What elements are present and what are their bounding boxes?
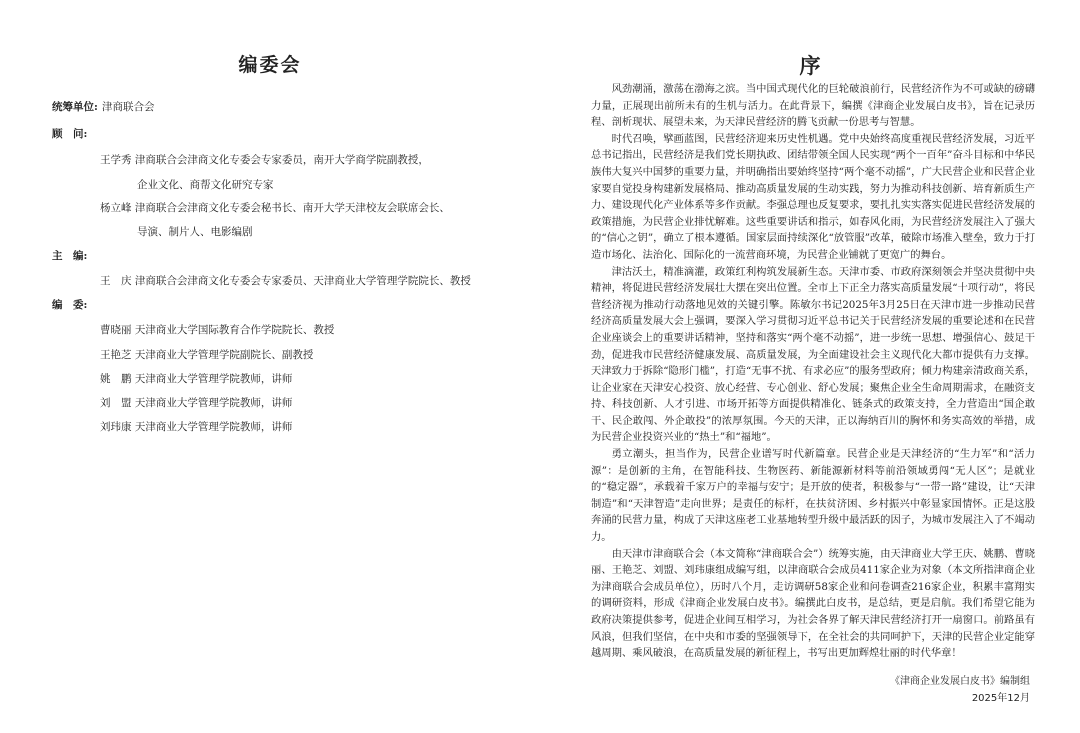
organizer-label: 统筹单位: <box>52 101 98 113</box>
editorial-board-title: 编委会 <box>238 54 302 76</box>
advisor-2-line2: 导演、制片人、电影编剧 <box>137 226 253 238</box>
preface-paragraph: 时代召唤，擘画蓝图，民营经济迎来历史性机遇。党中央始终高度重视民营经济发展，习近平总书记指出，民营经济是我们党长期执政、团结带领全国人民实现“两个一百年”奋斗目标和中华民族伟大复兴中国梦的重要力量，并明确指出要始终坚持“两个毫不动摇”，广大民营企业和民营企业家要自觉投身构建新发展格局、推动高质量发展的生动实践，努力为推动科技创新、培育新质生产力、建设现代化产业体系等多作贡献。李强总理也反复要求，要扎扎实实落实促进民营经济发展的政策措施，为民营企业排忧解难。这些重要讲话和指示，如春风化雨，为民营经济发展注入了强大的“信心之钥”，确立了根本遵循。国家层面持续深化“放管服”改革，破除市场准入壁垒，致力于打造市场化、法治化、国际化的一流营商环境，为民营企业铺就了更宽广的舞台。 <box>591 132 1035 261</box>
committee-member: 刘 盟 天津商业大学管理学院教师，讲师 <box>100 397 293 409</box>
committee-member: 王艳芝 天津商业大学管理学院副院长、副教授 <box>100 349 314 361</box>
organizer-value: 津商联合会 <box>102 101 155 113</box>
committee-label: 编 委: <box>52 299 88 311</box>
preface-title: 序 <box>799 53 821 78</box>
committee-member: 姚 鹏 天津商业大学管理学院教师，讲师 <box>100 373 293 385</box>
preface-paragraph: 由天津市津商联合会（本文简称“津商联合会”）统筹实施，由天津商业大学王庆、姚鹏、曹晓丽、王艳芝、刘盟、刘玮康组成编写组，以津商联合会成员411家企业为对象（本文所指津商企业为津商联合会成员单位），历时八个月，走访调研58家企业和问卷调查216家企业，积累丰富翔实的调研资料，形成《津商企业发展白皮书》。编撰此白皮书，是总结，更是启航。我们希望它能为政府决策提供参考，促进企业间互相学习，为社会各界了解天津民营经济打开一扇窗口。前路虽有风浪，但我们坚信，在中央和市委的坚强领导下，在全社会的共同呵护下，天津的民营企业定能穿越周期、乘风破浪，在高质量发展的新征程上，书写出更加辉煌壮丽的时代华章！ <box>591 547 1035 660</box>
editor-label: 主 编: <box>52 250 88 262</box>
signature: 《津商企业发展白皮书》编制组 <box>890 676 1030 687</box>
advisor-2-line1: 杨立峰 津商联合会津商文化专委会秘书长、南开大学天津校友会联席会长、 <box>100 202 450 214</box>
advisor-1-line2: 企业文化、商帮文化研究专家 <box>137 179 274 191</box>
organizer-row <box>52 99 155 114</box>
preface-paragraph: 风劲潮涌，激荡在渤海之滨。当中国式现代化的巨轮破浪前行，民营经济作为不可或缺的磅礴力量，正展现出前所未有的生机与活力。在此背景下，编撰《津商企业发展白皮书》，旨在记录历程、剖析现状、展望未来，为天津民营经济的腾飞贡献一份思考与智慧。 <box>591 83 1035 129</box>
advisor-label: 顾 问: <box>52 128 88 140</box>
editor-label-row <box>52 248 87 263</box>
preface-paragraph: 津沽沃土，精准滴灌，政策红利构筑发展新生态。天津市委、市政府深刻领会并坚决贯彻中央精神，将促进民营经济发展壮大摆在突出位置。全市上下正全力落实高质量发展“十项行动”，将民营经济视为推动行动落地见效的关键引擎。陈敏尔书记2025年3月25日在天津市进一步推动民营经济高质量发展大会上强调，要深入学习贯彻习近平总书记关于民营经济发展的重要论述和在民营企业座谈会上的重要讲话精神，坚持和落实“两个毫不动摇”，进一步统一思想、增强信心、鼓足干劲，促进我市民营经济健康发展、高质量发展，为全面建设社会主义现代化大都市提供有力支撑。天津致力于拆除“隐形门槛”，打造“无事不扰、有求必应”的服务型政府；倾力构建亲清政商关系，让企业家在天津安心投资、放心经营、专心创业、舒心发展；聚焦企业全生命周期需求，在融资支持、科技创新、人才引进、市场开拓等方面提供精准化、链条式的政策支持，全力营造出“国企敢干、民企敢闯、外企敢投”的浓厚氛围。今天的天津，正以海纳百川的胸怀和务实高效的举措，成为民营企业投资兴业的“热土”和“福地”。 <box>591 265 1035 444</box>
committee-label-row <box>52 297 87 312</box>
editor-entry: 王 庆 津商联合会津商文化专委会专家委员、天津商业大学管理学院院长、教授 <box>100 275 471 287</box>
committee-member: 刘玮康 天津商业大学管理学院教师，讲师 <box>100 421 293 433</box>
committee-member: 曹晓丽 天津商业大学国际教育合作学院院长、教授 <box>100 324 335 336</box>
preface-body <box>591 81 1035 662</box>
advisor-label-row <box>52 126 87 141</box>
preface-paragraph: 勇立潮头，担当作为，民营企业谱写时代新篇章。民营企业是天津经济的“生力军”和“活力源”：是创新的主角，在智能科技、生物医药、新能源新材料等前沿领域勇闯“无人区”；是就业的“稳定器”，承载着千家万户的幸福与安宁；是开放的使者，积极参与“一带一路”建设，让“天津制造”和“天津智造”走向世界；是责任的标杆，在扶贫济困、乡村振兴中彰显家国情怀。正是这股奔涌的民营力量，构成了天津这座老工业基地转型升级中最活跃的因子，为城市发展注入了不竭动力。 <box>591 448 1035 544</box>
advisor-1-line1: 王学秀 津商联合会津商文化专委会专家委员，南开大学商学院副教授， <box>100 154 429 166</box>
signature-date: 2025年12月 <box>971 693 1030 704</box>
